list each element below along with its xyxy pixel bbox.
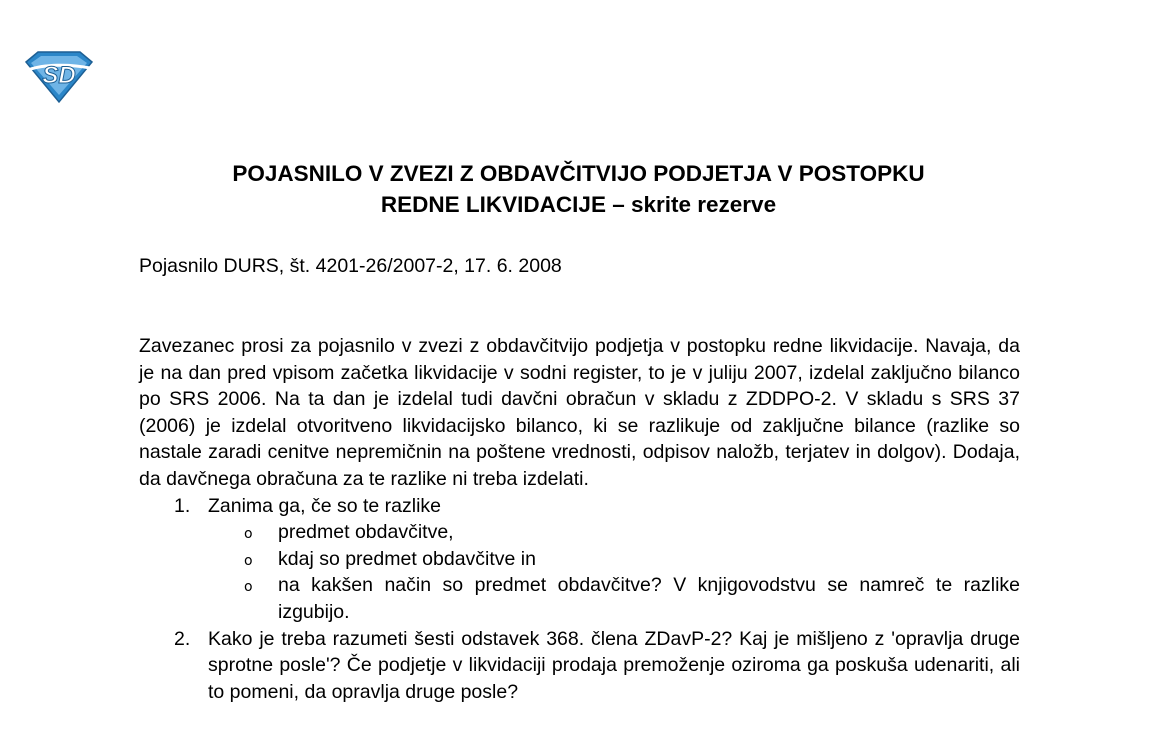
logo-text: SD xyxy=(42,62,76,89)
sub-list xyxy=(208,519,1020,625)
intro-paragraph: Zavezanec prosi za pojasnilo v zvezi z obdavčitvijo podjetja v postopku redne likvidacije. Navaja, da je na dan pred vpisom začetka likvidacije v sodni register, to je v juliju 2007, izdelal zaključno bilanco po SRS 2006. Na ta dan je izdelal tudi davčni obračun v skladu z ZDDPO-2. V skladu s SRS 37 (2006) je izdelal otvoritveno likvidacijsko bilanco, ki se razlikuje od zaključne bilance (razlike so nastale zaradi cenitve nepremičnin na poštene vrednosti, odpisov naložb, terjatev in dolgov). Dodaja, da davčnega obračuna za te razlike ni treba izdelati. xyxy=(139,335,1020,490)
title-line-2: REDNE LIKVIDACIJE – skrite rezerve xyxy=(380,192,777,217)
list-item xyxy=(139,626,1020,706)
sub-list-item xyxy=(208,572,1020,625)
document-title xyxy=(0,158,1157,220)
circle-bullet-icon: o xyxy=(244,552,253,569)
sub-list-item xyxy=(208,546,1020,573)
circle-bullet-icon: o xyxy=(244,526,253,543)
company-logo xyxy=(22,48,96,104)
document-reference: Pojasnilo DURS, št. 4201-26/2007-2, 17. 6. 2008 xyxy=(139,255,562,277)
list-item-number: 2. xyxy=(174,627,191,650)
sub-list-item-text: kdaj so predmet obdavčitve in xyxy=(278,547,536,570)
list-item xyxy=(139,493,1020,626)
sub-list-item-text: na kakšen način so predmet obdavčitve? V knjigovodstvu se namreč te razlike izgubijo. xyxy=(278,574,1020,623)
list-item-text: Kako je treba razumeti šesti odstavek 368. člena ZDavP-2? Kaj je mišljeno z 'opravlja druge sprotne posle'? Če podjetje v likvidaciji prodaja premoženje oziroma ga poskuša udenariti, ali to pomeni, da opravlja druge posle? xyxy=(208,627,1020,703)
title-line-1: POJASNILO V ZVEZI Z OBDAVČITVIJO PODJETJA V POSTOPKU xyxy=(232,161,925,186)
list-item-number: 1. xyxy=(174,494,191,517)
document-body xyxy=(139,333,1020,705)
sub-list-item-text: predmet obdavčitve, xyxy=(278,521,454,544)
circle-bullet-icon: o xyxy=(244,579,253,596)
list-item-text: Zanima ga, če so te razlike xyxy=(208,494,442,517)
sub-list-item xyxy=(208,519,1020,546)
question-list xyxy=(139,493,1020,706)
sd-diamond-logo-icon xyxy=(22,48,96,104)
